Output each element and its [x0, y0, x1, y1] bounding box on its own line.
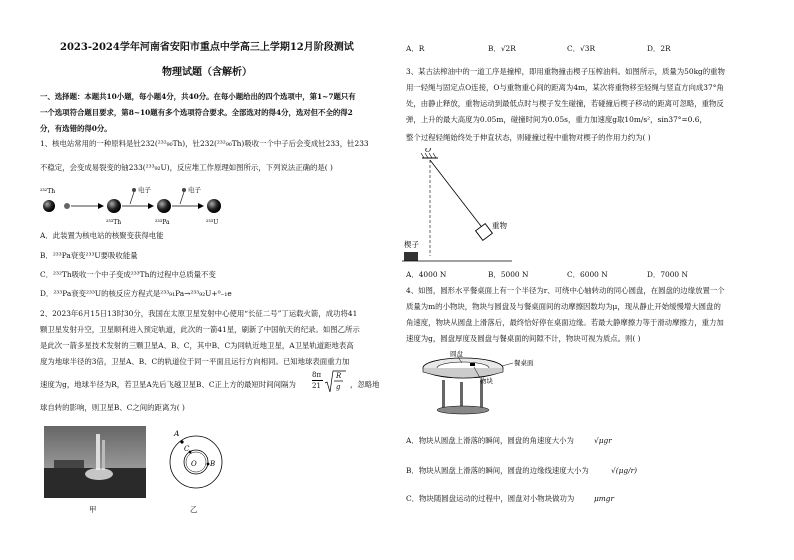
- q1-option-a: A．此装置为核电站的核聚变获得电能: [40, 231, 164, 240]
- q1-text: 不稳定，会变成易裂变的铀233(²³³₉₂U)，反应堆工作原理如图所示，下列说法正确的是( ): [40, 163, 333, 172]
- u233-nucleus: [207, 199, 221, 213]
- instructions-line: 分，有选错的得0分。: [40, 124, 112, 133]
- weight-label: 重物: [492, 221, 507, 230]
- q4-option-b-math: √(μg/r): [611, 466, 638, 475]
- th232-nucleus: [43, 200, 55, 212]
- q2-text: 度为地球半径的3倍，卫星A、B、C的轨道位于同一平面且运行方向相同。已知地球表面重力加: [40, 357, 350, 366]
- disk-label: 圆盘: [450, 350, 463, 358]
- formula-sqrt-num: R: [336, 372, 342, 380]
- q3-option-b: B．5000 N: [488, 270, 529, 279]
- pendulum-diagram: [402, 148, 522, 266]
- q1-option-c: C．²³²Th吸收一个中子变成²³³Th的过程中总质量不变: [40, 270, 216, 279]
- q2-option-b: B．√2R: [488, 44, 516, 53]
- label-c: C: [184, 445, 190, 453]
- rocket-launch-photo: [44, 426, 146, 498]
- rope: [430, 160, 484, 230]
- q3-option-a: A．4000 N: [406, 270, 447, 279]
- q1-text: 1、核电站常用的一种原料是钍232(²³²₉₀Th)，钍232(²³²₉₀Th)吸收一个中子后会变成钍233，钍233: [40, 139, 369, 148]
- q2-text: 颗卫星发射升空，卫星顺利进入预定轨道，此次的一箭41星，刷新了中国航天的纪录。如图乙所示: [40, 325, 360, 334]
- q1-option-d: D．²³³Pa衰变²³³U的核反应方程式是²³³₉₁Pa→²³³₉₂U+⁰₋₁e: [40, 289, 232, 298]
- block-label: 物块: [480, 377, 493, 385]
- neutron: [64, 203, 70, 209]
- fig-yi-label: 乙: [190, 505, 198, 514]
- orbit-diagram: [168, 424, 228, 498]
- th233-label: ²³³Th: [106, 219, 122, 226]
- q2-text: 是此次一箭多星技术发射的三颗卫星A、B、C，其中B、C为同轨近地卫星，A卫星轨道距地表高: [40, 341, 354, 350]
- q2-text: 球自转的影响，则卫星B、C之间的距离为( ): [40, 403, 185, 412]
- u233-label: ²³³U: [206, 219, 219, 226]
- electron-icon: [132, 188, 136, 192]
- formula-coef-den: 21: [312, 382, 321, 390]
- page-title: 2023-2024学年河南省安阳市重点中学高三上学期12月阶段测试: [60, 42, 354, 53]
- q1-option-b: B．²³³Pa衰变²³³U要吸收能量: [40, 251, 138, 260]
- q3-text: 处，由静止释放，重物运动到最低点时与楔子发生碰撞，若碰撞后楔子移动的距离可忽略，重物反: [406, 99, 724, 108]
- th233-nucleus: [107, 199, 121, 213]
- electron-icon: [182, 188, 186, 192]
- electron-label: 电子: [188, 186, 201, 194]
- q2-text: 速度为g，地球半径为R，若卫星A先后飞越卫星B、C正上方的最短时间间隔为: [40, 380, 296, 389]
- q4-option-a: A．物块从圆盘上滑落的瞬间，圆盘的角速度大小为: [406, 436, 574, 445]
- label-b: B: [210, 460, 216, 468]
- wedge-block: [404, 252, 418, 261]
- formula-coef-num: 8π: [312, 371, 322, 379]
- q3-text: 整个过程轻绳始终处于伸直状态，则碰撞过程中重物对楔子的作用力约为( ): [406, 133, 651, 142]
- label-o: O: [191, 460, 197, 468]
- q2-text: ，忽略地: [350, 380, 380, 389]
- block-on-disk: [470, 363, 475, 366]
- q1-reaction-diagram: [38, 182, 258, 226]
- satellite-a: [180, 440, 183, 443]
- q3-option-d: D．7000 N: [647, 270, 688, 279]
- page-subtitle: 物理试题（含解析）: [162, 67, 252, 78]
- q3-text: 弹，上升的最大高度为0.05m，碰撞时间为0.05s，重力加速度g取10m/s²，sin37°=0.6，: [406, 115, 707, 124]
- table-disk-diagram: [418, 350, 548, 416]
- q2-option-a: A．R: [406, 44, 425, 53]
- electron-label: 电子: [138, 186, 151, 194]
- q4-option-c: C．物块随圆盘运动的过程中，圆盘对小物块做功为: [406, 494, 575, 503]
- q2-text: 2、2023年6月15日13时30分，我国在太原卫星发射中心使用“长征二号”丁运载火箭，成功将41: [40, 309, 358, 318]
- q2-formula: [312, 370, 348, 394]
- q4-text: 4、如图，圆形水平餐桌面上有一个半径为r、可绕中心轴转动的同心圆盘，在圆盘的边缘放置一个: [406, 286, 725, 295]
- table-label: 餐桌面: [514, 359, 534, 367]
- q3-text: 3、某古法榨油中的一道工序是撞榨，即用重物撞击楔子压榨油料。如图所示，质量为50kg的重物: [406, 67, 725, 76]
- th232-label: ²³²Th: [40, 188, 56, 195]
- q4-option-a-math: √μgr: [594, 436, 612, 445]
- formula-sqrt-den: g: [336, 383, 341, 391]
- q4-option-b: B．物块从圆盘上滑落的瞬间，圆盘的边缘线速度大小为: [406, 466, 589, 475]
- wedge-label: 楔子: [404, 240, 419, 249]
- pa233-label: ²³³Pa: [155, 219, 170, 226]
- q4-text: 质量为m的小物块，物块与圆盘及与餐桌面间的动摩擦因数均为μ，现从静止开始缓慢增大圆盘的: [406, 302, 721, 311]
- label-a: A: [174, 429, 180, 438]
- q3-option-c: C．6000 N: [567, 270, 608, 279]
- q3-text: 用一轻绳与固定点O连接，O与重物重心间的距离为4m，某次将重物移至轻绳与竖直方向成37°角: [406, 83, 724, 92]
- q4-option-c-math: μmgr: [594, 494, 615, 503]
- instructions-line: 一、选择题：本题共10小题，每小题4分，共40分。在每小题给出的四个选项中，第1~7题只有: [40, 92, 356, 101]
- satellite-b: [207, 463, 210, 466]
- weight-block: [476, 224, 493, 241]
- q2-option-d: D．2R: [647, 44, 671, 53]
- pa233-nucleus: [157, 199, 171, 213]
- q4-text: 角速度，物块从圆盘上滑落后，最终恰好停在桌面边缘。若最大静摩擦力等于滑动摩擦力，重力加: [406, 318, 724, 327]
- q4-text: 速度为g，圆盘厚度及圆盘与餐桌面的间隙不计，物块可视为质点。则( ): [406, 334, 641, 343]
- point-o-label: O: [425, 148, 432, 154]
- fig-jia-label: 甲: [89, 505, 97, 514]
- instructions-line: 一个选项符合题目要求，第8~10题有多个选项符合要求。全部选对的得4分，选对但不全的得2: [40, 108, 353, 117]
- q2-option-c: C．√3R: [567, 44, 596, 53]
